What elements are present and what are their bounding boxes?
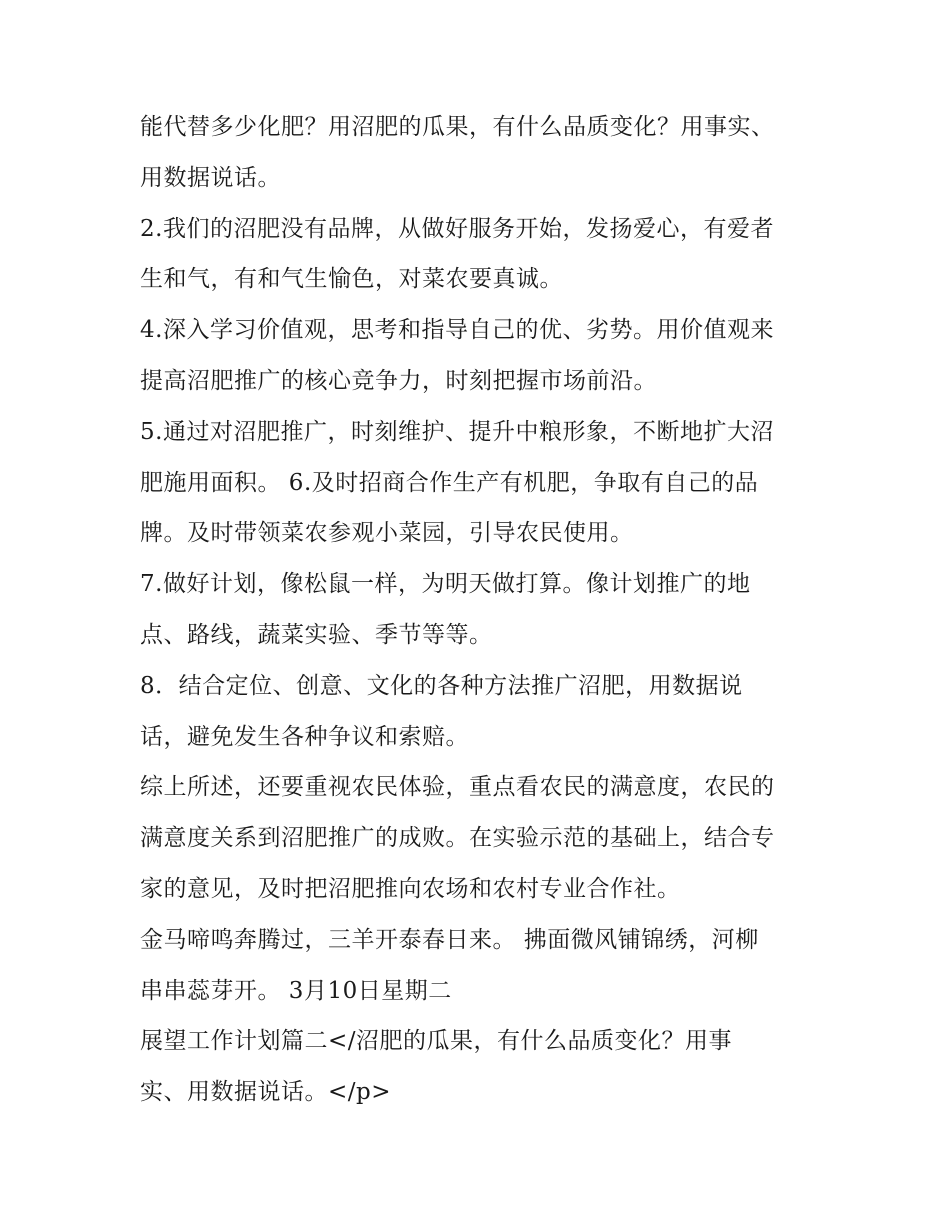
text-line: 满意度关系到沼肥推广的成败。在实验示范的基础上，结合专: [140, 825, 775, 852]
text-line: 话，避免发生各种争议和索赔。: [140, 723, 469, 750]
text-line: 4.深入学习价值观，思考和指导自己的优、劣势。用价值观来: [140, 317, 774, 344]
text-line: 串串蕊芽开。 3月10日星期二: [140, 977, 452, 1004]
text-line: 家的意见，及时把沼肥推向农场和农村专业合作社。: [140, 875, 681, 902]
text-line: 5.通过对沼肥推广，时刻维护、提升中粮形象，不断地扩大沼: [140, 418, 774, 445]
document-body: [140, 102, 830, 1118]
text-line: 用数据说话。: [140, 164, 281, 191]
text-line: 能代替多少化肥？用沼肥的瓜果，有什么品质变化？用事实、: [140, 114, 775, 140]
text-line: 8．结合定位、创意、文化的各种方法推广沼肥，用数据说: [140, 672, 743, 699]
text-line: 综上所述，还要重视农民体验，重点看农民的满意度，农民的: [140, 774, 775, 801]
text-line: 提高沼肥推广的核心竞争力，时刻把握市场前沿。: [140, 367, 657, 394]
text-line: 实、用数据说话。</p>: [140, 1079, 392, 1106]
text-line: 点、路线，蔬菜实验、季节等等。: [140, 621, 493, 648]
text-line: 7.做好计划，像松鼠一样，为明天做打算。像计划推广的地: [140, 571, 751, 598]
text-line: 牌。及时带领菜农参观小菜园，引导农民使用。: [140, 520, 634, 547]
text-line: 肥施用面积。 6.及时招商合作生产有机肥，争取有自己的品: [140, 469, 759, 496]
text-line: 生和气，有和气生愉色，对菜农要真诚。: [140, 266, 563, 293]
text-line: 2.我们的沼肥没有品牌，从做好服务开始，发扬爱心，有爱者: [140, 215, 774, 242]
text-line: 金马啼鸣奔腾过，三羊开泰春日来。 拂面微风铺锦绣，河柳: [140, 926, 759, 953]
text-line: 展望工作计划篇二</沼肥的瓜果，有什么品质变化？用事: [140, 1028, 733, 1055]
